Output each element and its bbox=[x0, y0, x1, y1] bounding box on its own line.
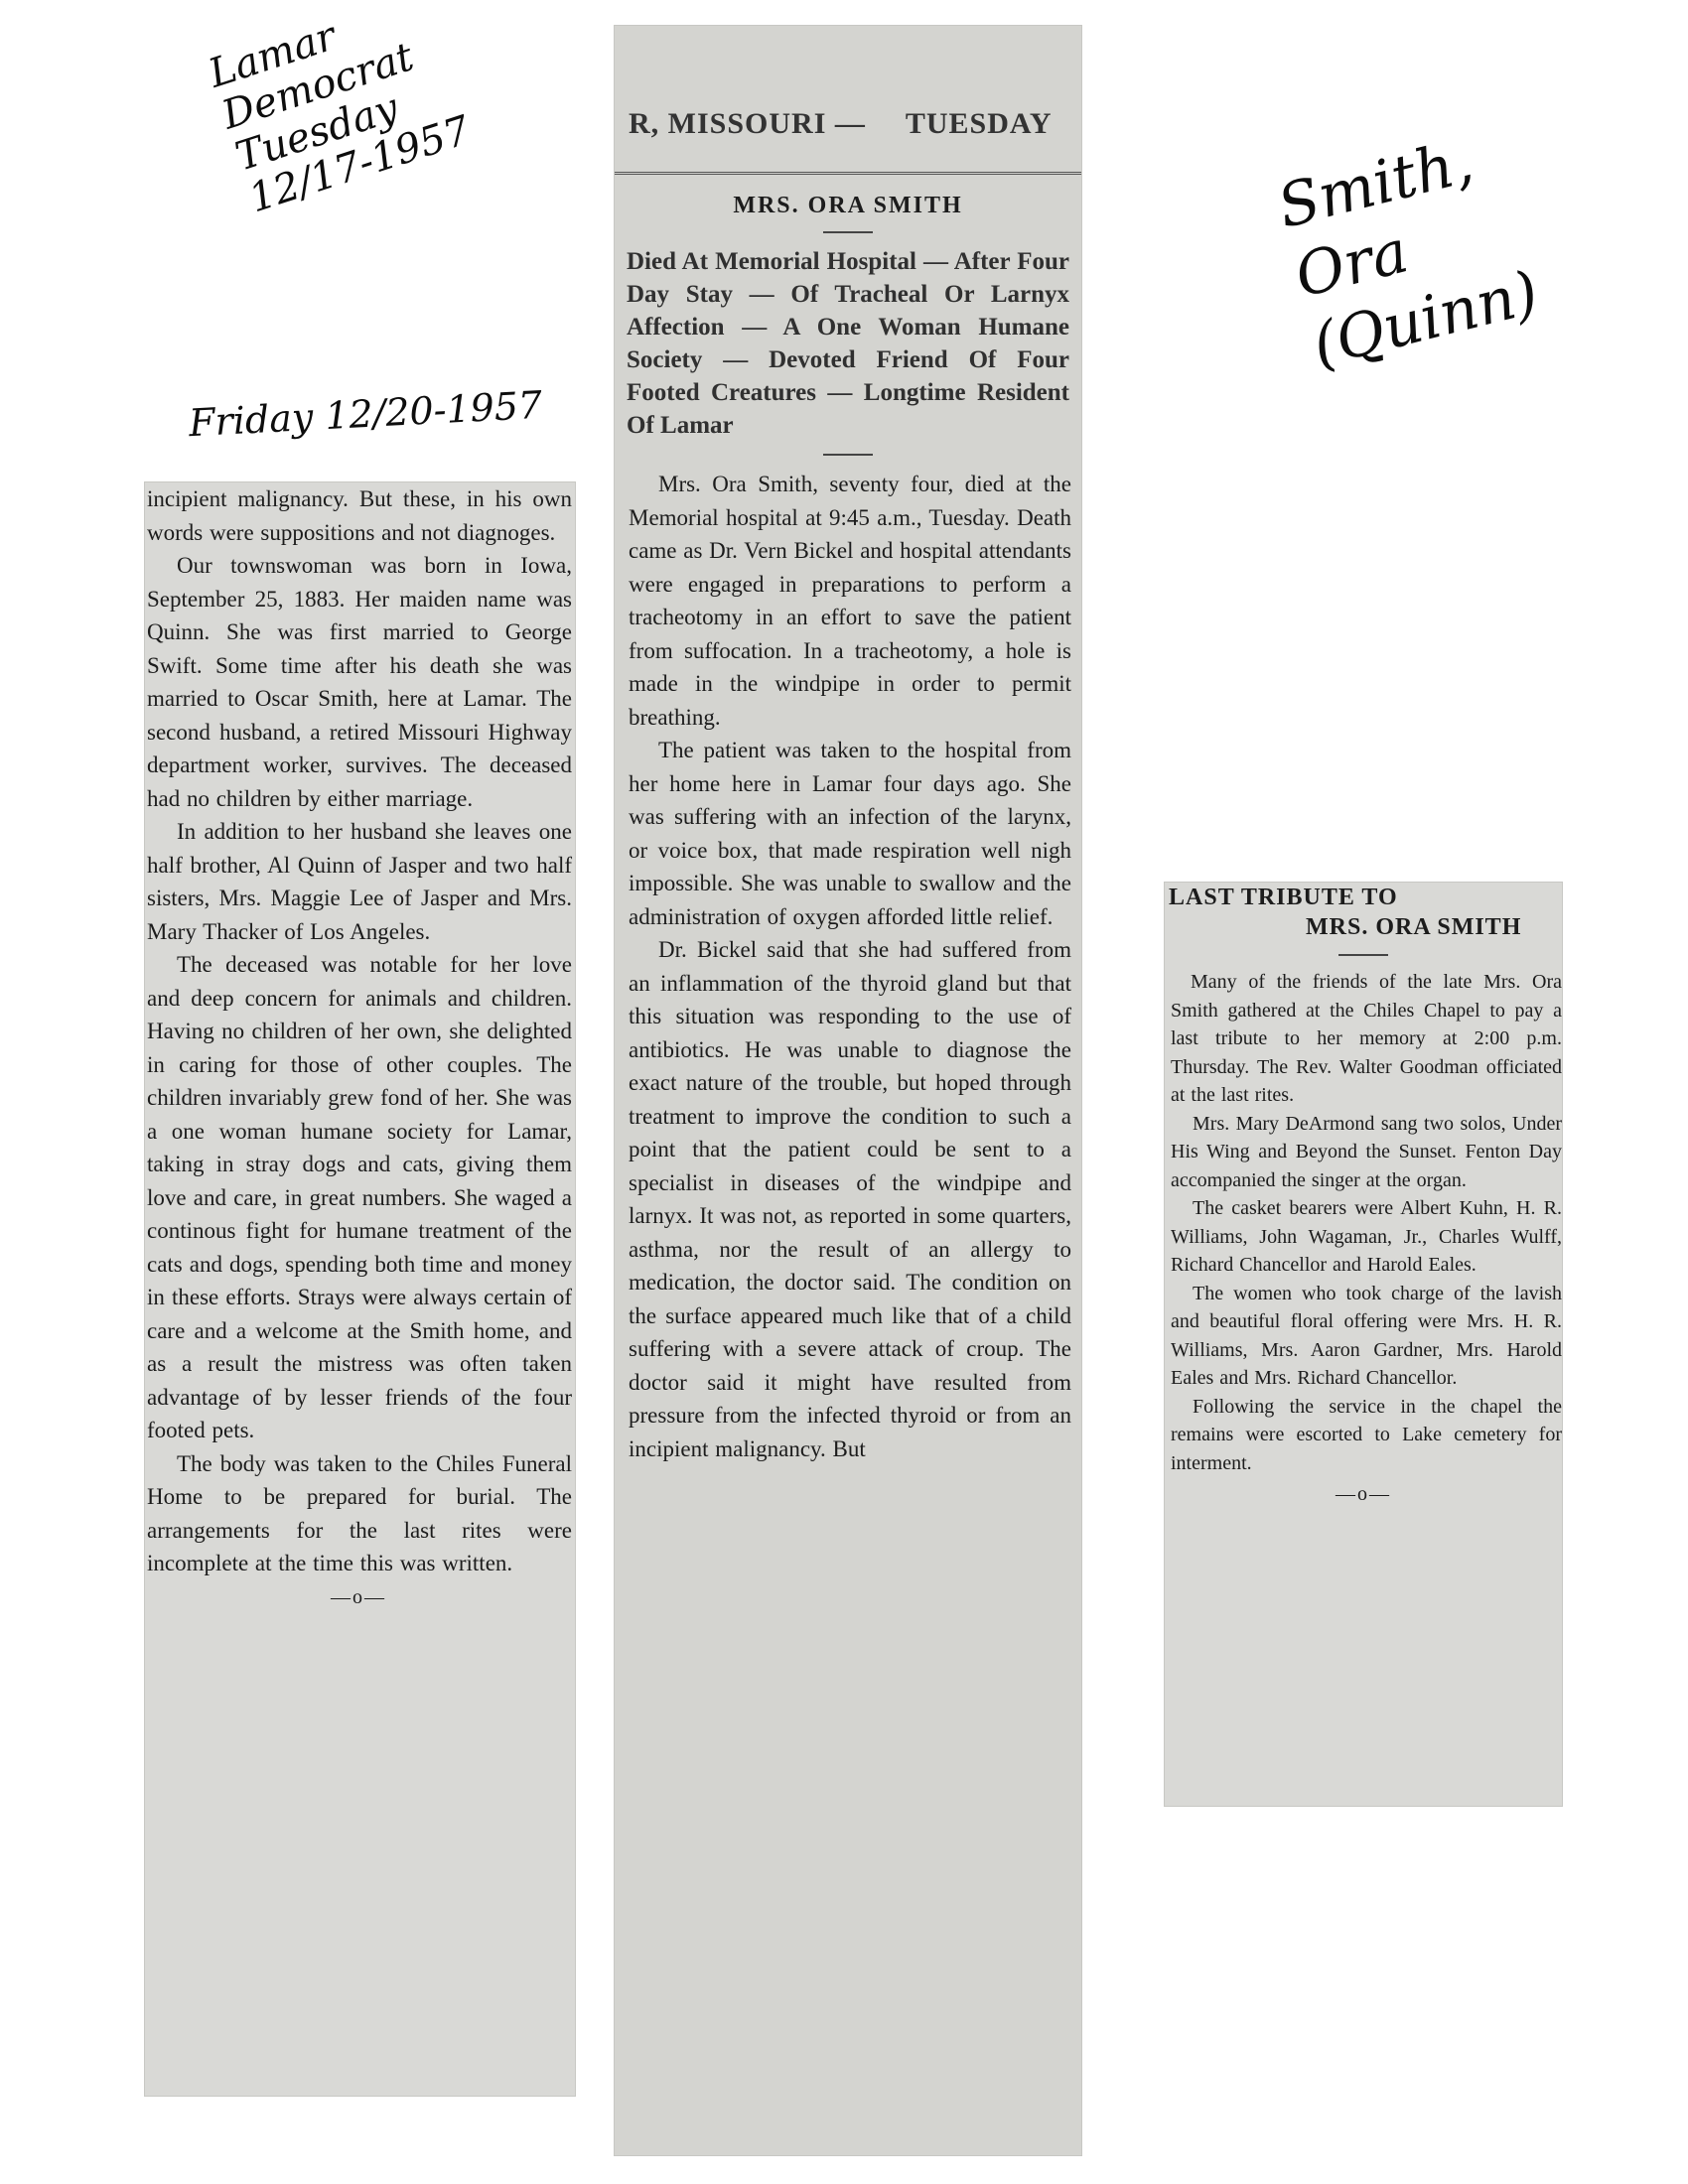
handwritten-source-note: Lamar Democrat Tuesday 12/17-1957 bbox=[203, 13, 477, 222]
end-mark: —o— bbox=[331, 1585, 386, 1608]
article-paragraph: The patient was taken to the hospital from her home here in Lamar four days ago. She was suffering with an infection of the larynx, or voice box, that made respiration well nigh impossible. She was unable to swallow and the administration of oxygen afforded little relief. bbox=[629, 738, 1071, 929]
article-paragraph: The women who took charge of the lavish and beautiful floral offering were Mrs. H. R. Williams, Mrs. Aaron Gardner, Mrs. Harold Eales and Mrs. Richard Chancellor. bbox=[1171, 1282, 1562, 1389]
article-paragraph: Dr. Bickel said that she had suffered from an inflammation of the thyroid gland but that this situation was responding to the use of antibiotics. He was unable to diagnose the exact nature of the trouble, but hoped through treatment to improve the condition to such a point that the patient could be sent to a specialist in diseases of the windpipe and larnyx. It was not, as reported in some quarters, asthma, nor the result of an allergy to medication, the doctor said. The condition on the surface appeared much like that of a child suffering with a severe attack of croup. The doctor said it might have resulted from pressure from the infected thyroid or from an incipient malignancy. But bbox=[629, 937, 1071, 1461]
article-paragraph: The deceased was notable for her love and deep concern for animals and children. Having no children of her own, she delighted in caring for those of other couples. The children invariably grew fond of her. She was a one woman humane society for Lamar, taking in stray dogs and cats, giving them love and care, in great numbers. She waged a continous fight for humane treatment of the cats and dogs, spending both time and money in these efforts. Strays were always certain of care and a welcome at the Smith home, and as a result the mistress was often taken advantage of by lesser friends of the four footed pets. bbox=[147, 952, 572, 1442]
newspaper-masthead bbox=[615, 26, 1081, 175]
divider bbox=[823, 231, 873, 233]
article-body bbox=[1165, 968, 1562, 1477]
article-paragraph: Many of the friends of the late Mrs. Ora Smith gathered at the Chiles Chapel to pay a last tribute to her memory at 2:00 p.m. Thursday. The Rev. Walter Goodman officiated at the last rites. bbox=[1171, 971, 1562, 1106]
headline-line-2: MRS. ORA SMITH bbox=[1306, 914, 1522, 940]
article-paragraph: In addition to her husband she leaves one half brother, Al Quinn of Jasper and two half sisters, Mrs. Maggie Lee of Jasper and Mrs. Mary Thacker of Los Angeles. bbox=[147, 819, 572, 944]
article-paragraph: The body was taken to the Chiles Funeral Home to be prepared for burial. The arrangements for the last rites were incomplete at the time this was written. bbox=[147, 1450, 572, 1575]
clipping-obituary-continued bbox=[144, 481, 576, 2097]
article-headline: MRS. ORA SMITH bbox=[733, 193, 963, 218]
clipping-obituary-main bbox=[614, 25, 1082, 2156]
article-deck: Died At Memorial Hospital — After Four Day Stay — Of Tracheal Or Larnyx Affection — A One Woman Humane Society — Devoted Friend Of Four Footed Creatures — Longtime Resident Of Lamar bbox=[627, 248, 1069, 439]
article-body bbox=[145, 482, 572, 1580]
masthead-location: R, MISSOURI — bbox=[629, 107, 866, 140]
divider bbox=[823, 454, 873, 456]
handwritten-name-note: Smith, Ora (Quinn) bbox=[1271, 126, 1546, 381]
headline-line-1: LAST TRIBUTE TO bbox=[1169, 885, 1398, 910]
clipping-last-tribute bbox=[1164, 882, 1563, 1807]
article-body bbox=[615, 468, 1081, 1465]
article-paragraph: The casket bearers were Albert Kuhn, H. R. Williams, John Wagaman, Jr., Charles Wulff, Richard Chancellor and Harold Eales. bbox=[1171, 1197, 1562, 1276]
end-mark: —o— bbox=[1336, 1483, 1391, 1505]
article-paragraph: Our townswoman was born in Iowa, September 25, 1883. Her maiden name was Quinn. She was first married to George Swift. Some time after his death she was married to Oscar Smith, here at Lamar. The second husband, a retired Missouri Highway department worker, survives. The deceased had no children by either marriage. bbox=[147, 553, 572, 811]
handwritten-date-note: Friday 12/20-1957 bbox=[188, 382, 544, 446]
masthead-day: TUESDAY bbox=[905, 107, 1053, 140]
article-paragraph: Following the service in the chapel the remains were escorted to Lake cemetery for interment. bbox=[1171, 1395, 1562, 1474]
article-paragraph: Mrs. Ora Smith, seventy four, died at the Memorial hospital at 9:45 a.m., Tuesday. Death came as Dr. Vern Bickel and hospital attendants were engaged in preparations to perform a tracheotomy in an effort to save the patient from suffocation. In a tracheotomy, a hole is made in the windpipe in order to permit breathing. bbox=[629, 472, 1072, 730]
article-headline bbox=[1165, 883, 1562, 942]
article-paragraph: Mrs. Mary DeArmond sang two solos, Under His Wing and Beyond the Sunset. Fenton Day accompanied the singer at the organ. bbox=[1171, 1112, 1562, 1191]
divider bbox=[1338, 954, 1388, 956]
article-paragraph: incipient malignancy. But these, in his own words were suppositions and not diagnoges. bbox=[147, 486, 572, 545]
